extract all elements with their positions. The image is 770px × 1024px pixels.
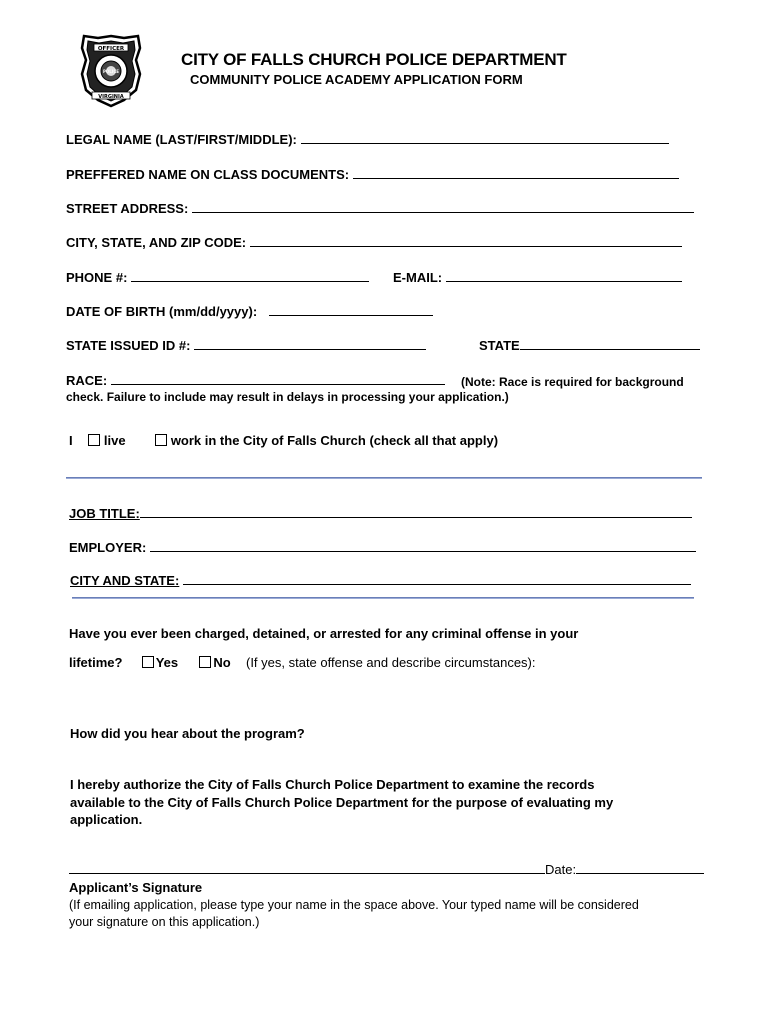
section-divider-top [66,477,702,479]
city-state-zip-label: CITY, STATE, AND ZIP CODE: [66,235,247,250]
state-id-label: STATE ISSUED ID #: [66,338,191,353]
street-address-row [66,201,694,216]
work-label: work in the City of Falls Church (check all that apply) [170,433,499,448]
criminal-question-line-1: Have you ever been charged, detained, or arrested for any criminal offense in your [69,626,579,641]
race-line[interactable] [111,383,445,385]
live-checkbox[interactable] [88,434,100,446]
email-label: E-MAIL: [393,270,443,285]
employer-city-state-line[interactable] [183,583,691,585]
job-title-label: JOB TITLE: [69,506,140,521]
race-note-line-1: (Note: Race is required for background [461,375,684,389]
live-work-row [69,433,498,448]
no-label: No [213,655,231,670]
criminal-question-line-2: lifetime? [69,655,123,670]
live-label: live [103,433,126,448]
employer-city-state-label: CITY AND STATE: [70,573,180,588]
yes-checkbox[interactable] [142,656,154,668]
preferred-name-row [66,167,679,182]
yes-label: Yes [155,655,179,670]
signature-note-line-2: your signature on this application.) [69,915,260,929]
signature-note-line-1: (If emailing application, please type your name in the space above. Your typed name will be considered [69,898,639,912]
svg-text:OFFICER: OFFICER [97,46,125,52]
criminal-note: (If yes, state offense and describe circumstances): [245,655,536,670]
authorization-line-2: available to the City of Falls Church Police Department for the purpose of evaluating my [70,795,614,810]
email-row [393,270,682,285]
hear-about-question: How did you hear about the program? [70,726,305,741]
page-title: CITY OF FALLS CHURCH POLICE DEPARTMENT [181,50,567,69]
phone-row [66,270,369,285]
state-line[interactable] [520,348,700,350]
no-checkbox[interactable] [199,656,211,668]
state-row [479,338,700,353]
signature-label: Applicant’s Signature [69,880,203,895]
race-row [66,373,445,388]
phone-label: PHONE #: [66,270,128,285]
job-title-line[interactable] [140,516,692,518]
street-address-label: STREET ADDRESS: [66,201,189,216]
legal-name-label: LEGAL NAME (LAST/FIRST/MIDDLE): [66,132,297,147]
preferred-name-label: PREFFERED NAME ON CLASS DOCUMENTS: [66,167,350,182]
dob-line[interactable] [269,314,433,316]
race-label: RACE: [66,373,108,388]
city-state-zip-row [66,235,682,250]
signature-line[interactable] [69,872,545,874]
race-note-line-2: check. Failure to include may result in delays in processing your application.) [66,390,509,404]
legal-name-line[interactable] [301,142,669,144]
live-work-prefix: I [69,433,73,448]
preferred-name-line[interactable] [353,177,679,179]
job-title-row [69,506,692,521]
state-label: STATE [479,338,520,353]
dob-row [66,304,433,319]
email-line[interactable] [446,280,682,282]
svg-text:POLICE: POLICE [102,69,120,74]
authorization-line-3: application. [70,812,143,827]
svg-text:VIRGINIA: VIRGINIA [98,94,124,100]
section-divider-bottom [72,597,694,599]
police-badge-logo [80,34,142,108]
authorization-line-1: I hereby authorize the City of Falls Church Police Department to examine the records [70,777,595,792]
legal-name-row [66,132,669,147]
employer-row [69,540,696,555]
work-checkbox[interactable] [155,434,167,446]
employer-city-state-row [70,573,691,588]
page-subtitle: COMMUNITY POLICE ACADEMY APPLICATION FORM [190,72,523,87]
criminal-question-row [69,655,536,670]
dob-label: DATE OF BIRTH (mm/dd/yyyy): [66,304,258,319]
employer-label: EMPLOYER: [69,540,147,555]
date-line[interactable] [576,872,704,874]
city-state-zip-line[interactable] [250,245,682,247]
employer-line[interactable] [150,550,696,552]
date-label: Date: [545,862,577,877]
street-address-line[interactable] [192,211,694,213]
signature-row [69,862,704,877]
state-id-row [66,338,426,353]
phone-line[interactable] [131,280,369,282]
state-id-line[interactable] [194,348,426,350]
